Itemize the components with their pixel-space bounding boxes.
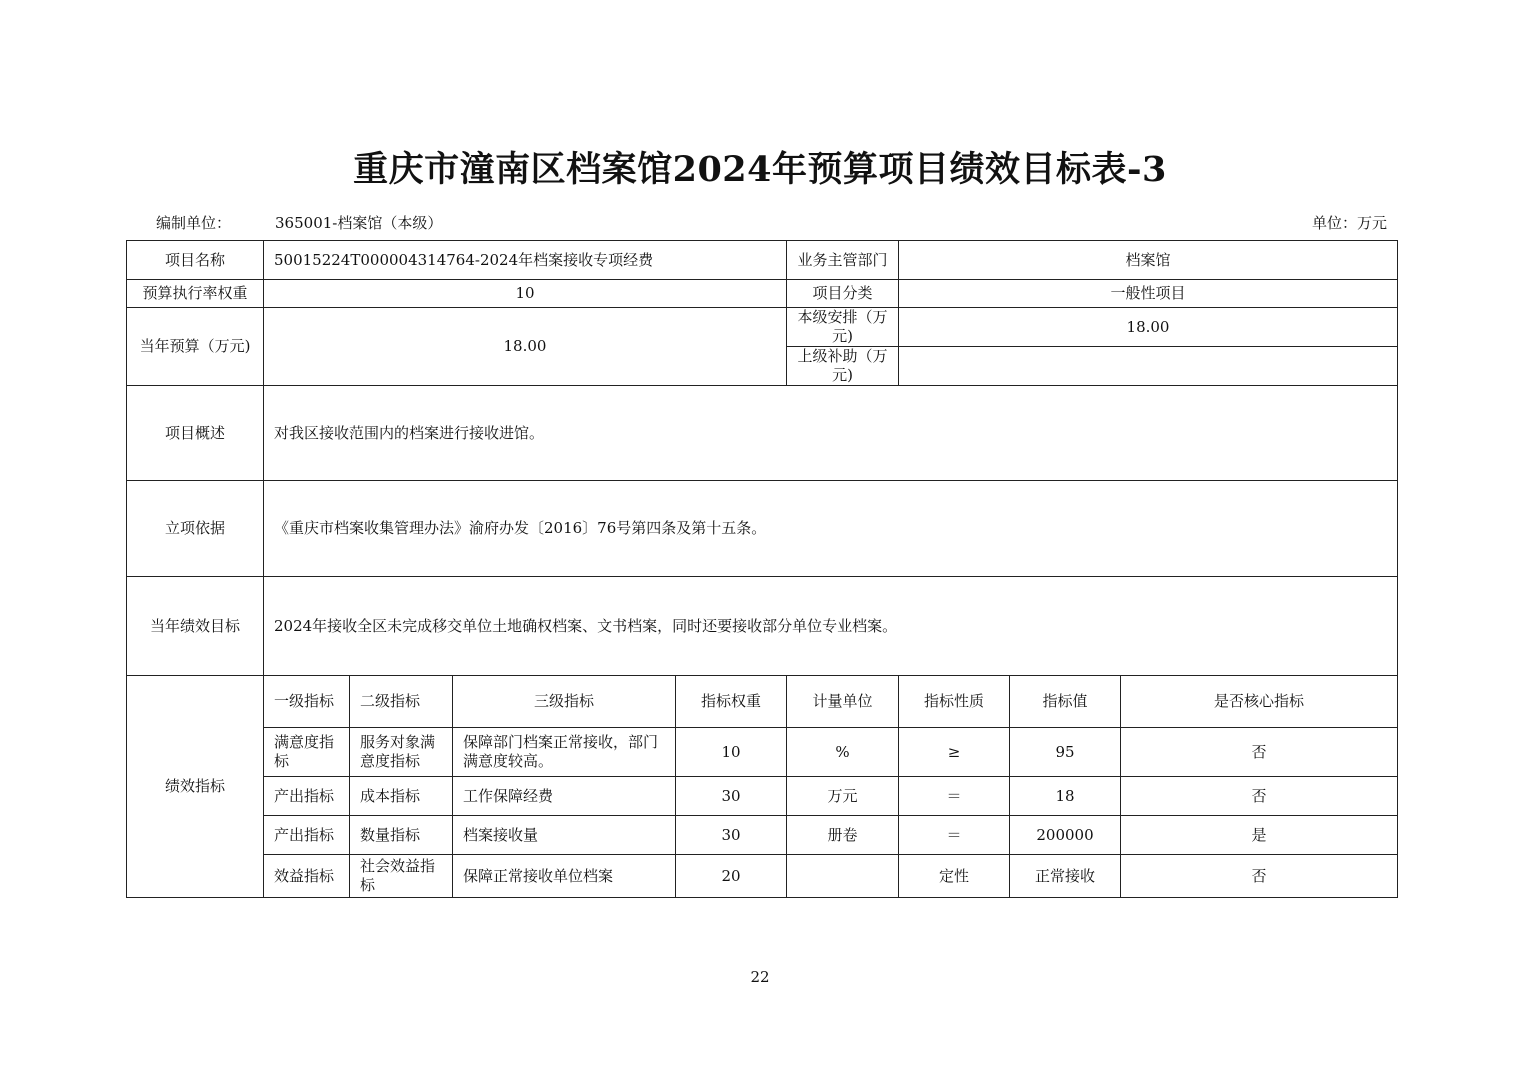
- org-value: 365001-档案馆（本级）: [275, 214, 443, 232]
- cell-unit: %: [787, 728, 899, 777]
- cell-value: 正常接收: [1010, 855, 1121, 898]
- basis-value: 《重庆市档案收集管理办法》渝府办发〔2016〕76号第四条及第十五条。: [264, 481, 1398, 577]
- cell-level1: 产出指标: [264, 777, 350, 816]
- weight-label: 预算执行率权重: [127, 280, 264, 308]
- cell-value: 200000: [1010, 816, 1121, 855]
- org-info: [156, 212, 442, 233]
- cell-core: 是: [1121, 816, 1398, 855]
- dept-value: 档案馆: [899, 241, 1398, 280]
- budget-label: 当年预算（万元): [127, 308, 264, 386]
- project-name-label: 项目名称: [127, 241, 264, 280]
- header-level1: 一级指标: [264, 676, 350, 728]
- table-row: [127, 777, 1398, 816]
- header-level2: 二级指标: [350, 676, 453, 728]
- cell-weight: 10: [676, 728, 787, 777]
- table-row: [127, 728, 1398, 777]
- goal-label: 当年绩效目标: [127, 577, 264, 676]
- cell-value: 18: [1010, 777, 1121, 816]
- category-label: 项目分类: [787, 280, 899, 308]
- cell-level3: 工作保障经费: [453, 777, 676, 816]
- goal-value: 2024年接收全区未完成移交单位土地确权档案、文书档案，同时还要接收部分单位专业档案。: [264, 577, 1398, 676]
- cell-level1: 满意度指标: [264, 728, 350, 777]
- header-unit: 计量单位: [787, 676, 899, 728]
- cell-nature: ＝: [899, 816, 1010, 855]
- cell-value: 95: [1010, 728, 1121, 777]
- cell-level2: 成本指标: [350, 777, 453, 816]
- cell-weight: 30: [676, 816, 787, 855]
- cell-weight: 30: [676, 777, 787, 816]
- cell-weight: 20: [676, 855, 787, 898]
- table-row: [127, 816, 1398, 855]
- cell-nature: ＝: [899, 777, 1010, 816]
- cell-core: 否: [1121, 728, 1398, 777]
- indicators-label: 绩效指标: [127, 676, 264, 898]
- basis-label: 立项依据: [127, 481, 264, 577]
- page-number: 22: [750, 968, 770, 986]
- budget-value: 18.00: [264, 308, 787, 386]
- upper-subsidy-value: [899, 347, 1398, 386]
- table-row: [127, 855, 1398, 898]
- project-name-value: 50015224T000004314764-2024年档案接收专项经费: [264, 241, 787, 280]
- cell-unit: 万元: [787, 777, 899, 816]
- local-arrangement-value: 18.00: [899, 308, 1398, 347]
- cell-level2: 社会效益指标: [350, 855, 453, 898]
- header-level3: 三级指标: [453, 676, 676, 728]
- header-weight: 指标权重: [676, 676, 787, 728]
- weight-value: 10: [264, 280, 787, 308]
- cell-unit: [787, 855, 899, 898]
- cell-nature: 定性: [899, 855, 1010, 898]
- dept-label: 业务主管部门: [787, 241, 899, 280]
- category-value: 一般性项目: [899, 280, 1398, 308]
- unit-label: 单位：万元: [1311, 214, 1387, 232]
- cell-level3: 保障部门档案正常接收，部门满意度较高。: [453, 728, 676, 777]
- header-core: 是否核心指标: [1121, 676, 1398, 728]
- cell-core: 否: [1121, 855, 1398, 898]
- page-title: 重庆市潼南区档案馆2024年预算项目绩效目标表-3: [353, 149, 1167, 190]
- header-nature: 指标性质: [899, 676, 1010, 728]
- upper-subsidy-label: 上级补助（万元): [787, 347, 899, 386]
- cell-level1: 效益指标: [264, 855, 350, 898]
- overview-value: 对我区接收范围内的档案进行接收进馆。: [264, 386, 1398, 481]
- cell-level3: 档案接收量: [453, 816, 676, 855]
- overview-label: 项目概述: [127, 386, 264, 481]
- header-value: 指标值: [1010, 676, 1121, 728]
- cell-level2: 数量指标: [350, 816, 453, 855]
- local-arrangement-label: 本级安排（万元): [787, 308, 899, 347]
- performance-table: [126, 240, 1398, 898]
- cell-unit: 册卷: [787, 816, 899, 855]
- cell-level1: 产出指标: [264, 816, 350, 855]
- cell-nature: ≥: [899, 728, 1010, 777]
- org-label: 编制单位：: [156, 214, 232, 232]
- cell-core: 否: [1121, 777, 1398, 816]
- cell-level3: 保障正常接收单位档案: [453, 855, 676, 898]
- cell-level2: 服务对象满意度指标: [350, 728, 453, 777]
